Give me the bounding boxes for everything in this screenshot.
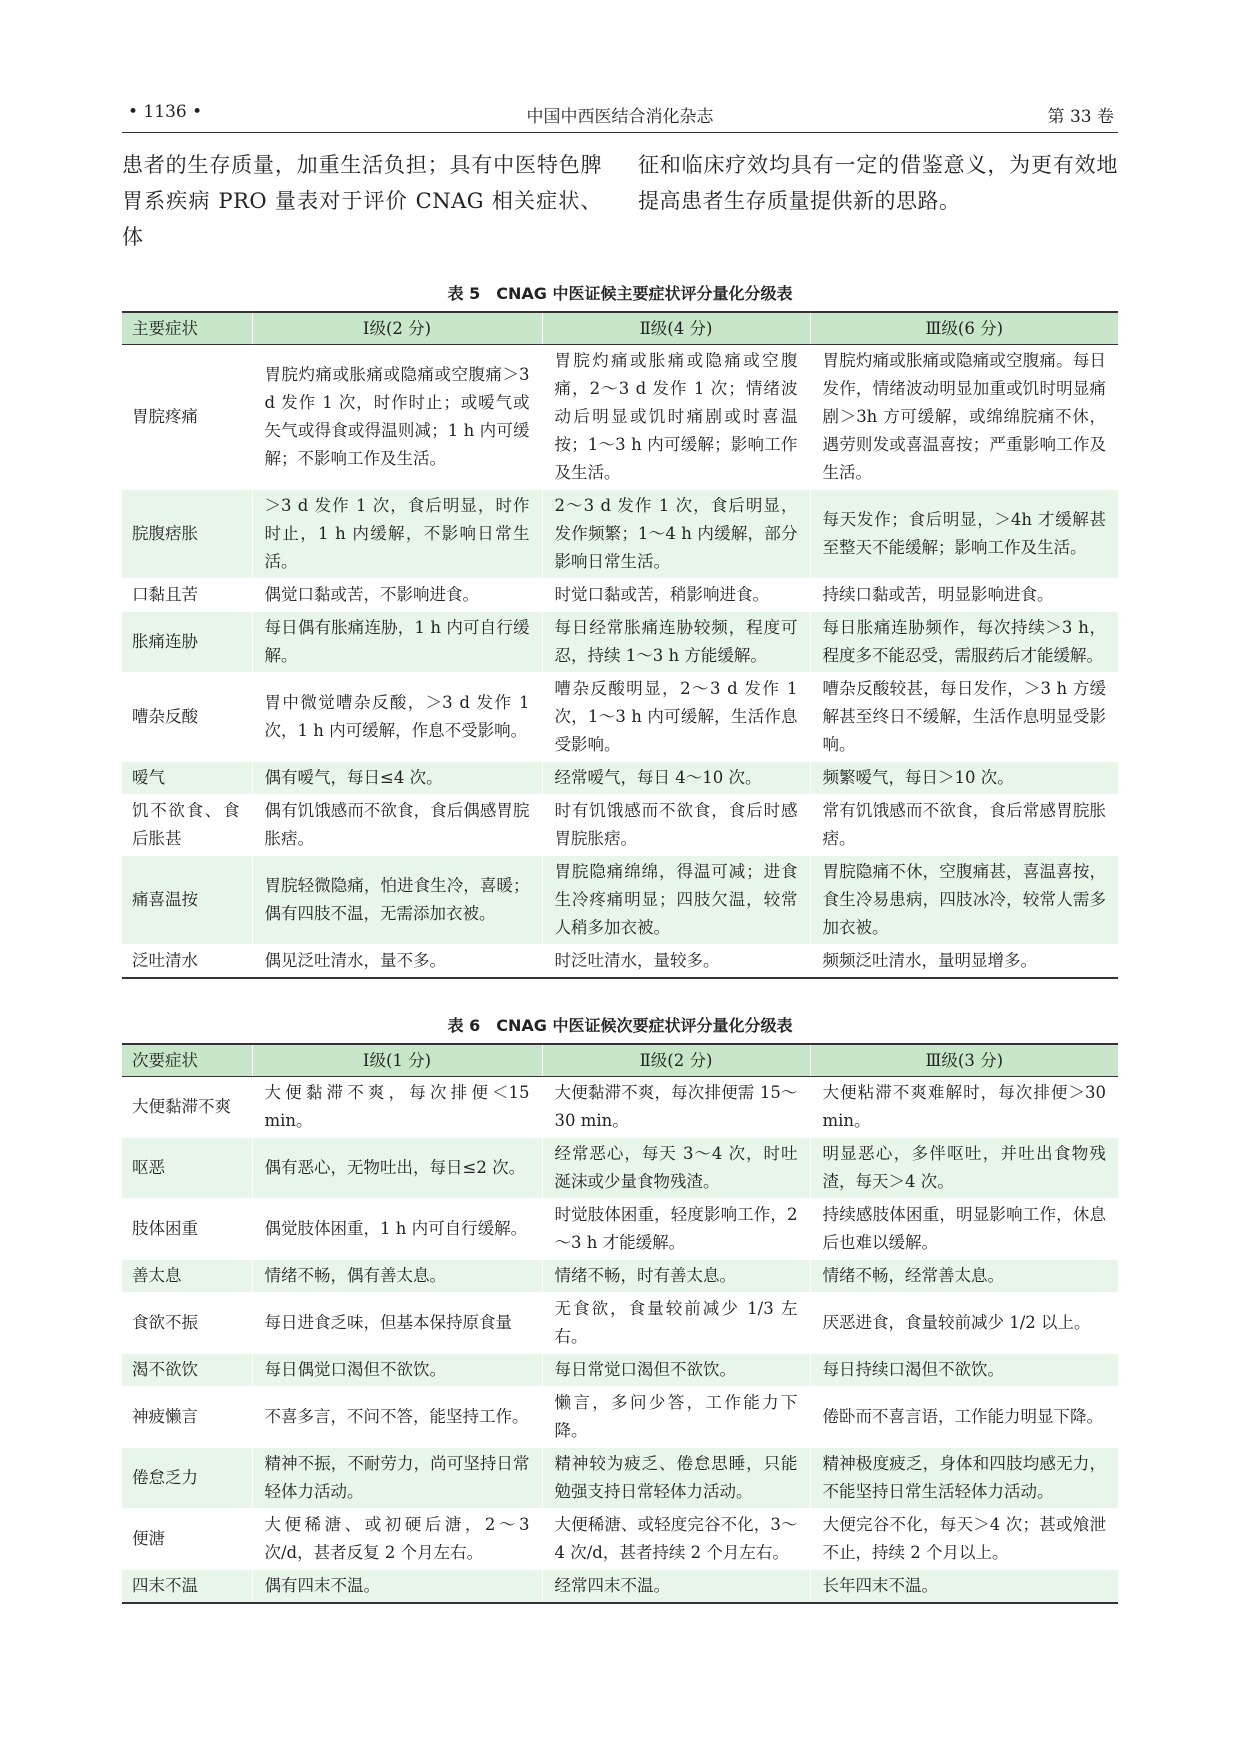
grade-cell: 胃脘隐痛不休，空腹痛甚，喜温喜按，食生冷易患病，四肢冰冷，较常人需多加衣被。 xyxy=(810,856,1118,945)
grade-cell: 每日进食乏味，但基本保持原食量 xyxy=(252,1293,542,1354)
table6-header-cell: Ⅰ级(1 分) xyxy=(252,1044,542,1077)
page-number: • 1136 • xyxy=(128,102,203,122)
table-row xyxy=(122,612,1118,673)
grade-cell: 偶见泛吐清水，量不多。 xyxy=(252,945,542,979)
grade-cell: 频繁嗳气，每日＞10 次。 xyxy=(810,762,1118,795)
intro-right-column: 征和临床疗效均具有一定的借鉴意义，为更有效地提高患者生存质量提供新的思路。 xyxy=(638,153,1118,213)
grade-cell: 偶有四末不温。 xyxy=(252,1570,542,1604)
table-row xyxy=(122,673,1118,762)
intro-paragraph xyxy=(122,147,1118,255)
grade-cell: 偶有嗳气，每日≤4 次。 xyxy=(252,762,542,795)
grade-cell: 厌恶进食，食量较前减少 1/2 以上。 xyxy=(810,1293,1118,1354)
table-row xyxy=(122,945,1118,979)
journal-title: 中国中西医结合消化杂志 xyxy=(526,107,714,127)
table-row xyxy=(122,762,1118,795)
grade-cell: 大便粘滞不爽难解时，每次排便＞30 min。 xyxy=(810,1077,1118,1138)
grade-cell: 偶有饥饿感而不欲食，食后偶感胃脘胀痞。 xyxy=(252,795,542,856)
symptom-cell: 痛喜温按 xyxy=(122,856,252,945)
table6-header-cell: Ⅱ级(2 分) xyxy=(542,1044,810,1077)
table5-header-cell: 主要症状 xyxy=(122,312,252,345)
symptom-cell: 大便黏滞不爽 xyxy=(122,1077,252,1138)
table-row xyxy=(122,1199,1118,1260)
grade-cell: 每日经常胀痛连胁较频，程度可忍，持续 1～3 h 方能缓解。 xyxy=(542,612,810,673)
grade-cell: 胃脘灼痛或胀痛或隐痛或空腹痛，2～3 d 发作 1 次；情绪波动后明显或饥时痛剧或时喜温按；1～3 h 内可缓解；影响工作及生活。 xyxy=(542,345,810,490)
symptom-cell: 胃脘疼痛 xyxy=(122,345,252,490)
table-row xyxy=(122,579,1118,612)
table5-caption: 表 5 CNAG 中医证候主要症状评分量化分级表 xyxy=(447,284,793,303)
table-row xyxy=(122,1387,1118,1448)
grade-cell: 情绪不畅，经常善太息。 xyxy=(810,1260,1118,1293)
grade-cell: 不喜多言，不问不答，能坚持工作。 xyxy=(252,1387,542,1448)
table-row xyxy=(122,1509,1118,1570)
grade-cell: 大便完谷不化，每天＞4 次；甚或飧泄不止，持续 2 个月以上。 xyxy=(810,1509,1118,1570)
grade-cell: 时觉肢体困重，轻度影响工作，2～3 h 才能缓解。 xyxy=(542,1199,810,1260)
symptom-cell: 泛吐清水 xyxy=(122,945,252,979)
grade-cell: 懒言，多问少答，工作能力下降。 xyxy=(542,1387,810,1448)
symptom-cell: 四末不温 xyxy=(122,1570,252,1604)
symptom-cell: 饥不欲食、食后胀甚 xyxy=(122,795,252,856)
grade-cell: 持续感肢体困重，明显影响工作，休息后也难以缓解。 xyxy=(810,1199,1118,1260)
table5-header-cell: Ⅱ级(4 分) xyxy=(542,312,810,345)
table-row xyxy=(122,1260,1118,1293)
symptom-cell: 脘腹痞胀 xyxy=(122,490,252,579)
table-row xyxy=(122,856,1118,945)
grade-cell: 持续口黏或苦，明显影响进食。 xyxy=(810,579,1118,612)
grade-cell: 时觉口黏或苦，稍影响进食。 xyxy=(542,579,810,612)
table-row xyxy=(122,795,1118,856)
grade-cell: 每日持续口渴但不欲饮。 xyxy=(810,1354,1118,1387)
grade-cell: 嘈杂反酸较甚，每日发作，＞3 h 方缓解甚至终日不缓解，生活作息明显受影响。 xyxy=(810,673,1118,762)
grade-cell: 大便黏滞不爽，每次排便＜15 min。 xyxy=(252,1077,542,1138)
grade-cell: 经常嗳气，每日 4～10 次。 xyxy=(542,762,810,795)
grade-cell: 长年四末不温。 xyxy=(810,1570,1118,1604)
grade-cell: 时泛吐清水，量较多。 xyxy=(542,945,810,979)
grade-cell: 常有饥饿感而不欲食，食后常感胃脘胀痞。 xyxy=(810,795,1118,856)
symptom-cell: 便溏 xyxy=(122,1509,252,1570)
symptom-cell: 呕恶 xyxy=(122,1138,252,1199)
table-row xyxy=(122,1077,1118,1138)
grade-cell: 倦卧而不喜言语，工作能力明显下降。 xyxy=(810,1387,1118,1448)
table-row xyxy=(122,1448,1118,1509)
grade-cell: 频频泛吐清水，量明显增多。 xyxy=(810,945,1118,979)
table5-header-cell: Ⅰ级(2 分) xyxy=(252,312,542,345)
grade-cell: 无食欲，食量较前减少 1/3 左右。 xyxy=(542,1293,810,1354)
grade-cell: 大便黏滞不爽，每次排便需 15～30 min。 xyxy=(542,1077,810,1138)
grade-cell: 情绪不畅，时有善太息。 xyxy=(542,1260,810,1293)
grade-cell: 胃脘灼痛或胀痛或隐痛或空腹痛＞3 d 发作 1 次，时作时止；或嗳气或矢气或得食或得温则减；1 h 内可缓解；不影响工作及生活。 xyxy=(252,345,542,490)
symptom-cell: 肢体困重 xyxy=(122,1199,252,1260)
symptom-cell: 倦怠乏力 xyxy=(122,1448,252,1509)
symptom-cell: 善太息 xyxy=(122,1260,252,1293)
grade-cell: 精神极度疲乏，身体和四肢均感无力，不能坚持日常生活轻体力活动。 xyxy=(810,1448,1118,1509)
symptom-cell: 食欲不振 xyxy=(122,1293,252,1354)
grade-cell: 每日偶觉口渴但不欲饮。 xyxy=(252,1354,542,1387)
symptom-cell: 口黏且苦 xyxy=(122,579,252,612)
grade-cell: 胃脘轻微隐痛，怕进食生冷，喜暖；偶有四肢不温，无需添加衣被。 xyxy=(252,856,542,945)
grade-cell: 每日偶有胀痛连胁，1 h 内可自行缓解。 xyxy=(252,612,542,673)
intro-left-column: 患者的生存质量，加重生活负担；具有中医特色脾胃系疾病 PRO 量表对于评价 CNAG 相关症状、体 xyxy=(122,153,602,249)
symptom-cell: 嘈杂反酸 xyxy=(122,673,252,762)
symptom-cell: 胀痛连胁 xyxy=(122,612,252,673)
table6-header-cell: 次要症状 xyxy=(122,1044,252,1077)
grade-cell: 胃脘隐痛绵绵，得温可减；进食生冷疼痛明显；四肢欠温，较常人稍多加衣被。 xyxy=(542,856,810,945)
table-row xyxy=(122,490,1118,579)
table-row xyxy=(122,1138,1118,1199)
grade-cell: 每天发作；食后明显，＞4h 才缓解甚至整天不能缓解；影响工作及生活。 xyxy=(810,490,1118,579)
grade-cell: 经常恶心，每天 3～4 次，时吐涎沫或少量食物残渣。 xyxy=(542,1138,810,1199)
table-row xyxy=(122,1570,1118,1604)
grade-cell: 2～3 d 发作 1 次，食后明显，发作频繁；1～4 h 内缓解，部分影响日常生活。 xyxy=(542,490,810,579)
grade-cell: ＞3 d 发作 1 次，食后明显，时作时止，1 h 内缓解，不影响日常生活。 xyxy=(252,490,542,579)
table5-header-row xyxy=(122,312,1118,345)
table6-header-cell: Ⅲ级(3 分) xyxy=(810,1044,1118,1077)
grade-cell: 时有饥饿感而不欲食，食后时感胃脘胀痞。 xyxy=(542,795,810,856)
table6-header-row xyxy=(122,1044,1118,1077)
table6-caption: 表 6 CNAG 中医证候次要症状评分量化分级表 xyxy=(447,1016,793,1035)
grade-cell: 每日常觉口渴但不欲饮。 xyxy=(542,1354,810,1387)
table-row xyxy=(122,1354,1118,1387)
symptom-cell: 渴不欲饮 xyxy=(122,1354,252,1387)
running-header xyxy=(122,96,1118,133)
grade-cell: 偶觉口黏或苦，不影响进食。 xyxy=(252,579,542,612)
grade-cell: 精神不振，不耐劳力，尚可坚持日常轻体力活动。 xyxy=(252,1448,542,1509)
grade-cell: 大便稀溏、或轻度完谷不化，3～4 次/d，甚者持续 2 个月左右。 xyxy=(542,1509,810,1570)
grade-cell: 胃中微觉嘈杂反酸，＞3 d 发作 1 次，1 h 内可缓解，作息不受影响。 xyxy=(252,673,542,762)
journal-page xyxy=(122,96,1118,1604)
grade-cell: 精神较为疲乏、倦怠思睡，只能勉强支持日常轻体力活动。 xyxy=(542,1448,810,1509)
symptom-cell: 嗳气 xyxy=(122,762,252,795)
grade-cell: 胃脘灼痛或胀痛或隐痛或空腹痛。每日发作，情绪波动明显加重或饥时明显痛剧＞3h 方可缓解，或绵绵脘痛不休，遇劳则发或喜温喜按；严重影响工作及生活。 xyxy=(810,345,1118,490)
grade-cell: 偶有恶心，无物吐出，每日≤2 次。 xyxy=(252,1138,542,1199)
grade-cell: 偶觉肢体困重，1 h 内可自行缓解。 xyxy=(252,1199,542,1260)
table-row xyxy=(122,345,1118,490)
grade-cell: 大便稀溏、或初硬后溏，2～3 次/d，甚者反复 2 个月左右。 xyxy=(252,1509,542,1570)
grade-cell: 情绪不畅，偶有善太息。 xyxy=(252,1260,542,1293)
grade-cell: 经常四末不温。 xyxy=(542,1570,810,1604)
table-row xyxy=(122,1293,1118,1354)
table6-secondary-symptoms xyxy=(122,1043,1118,1604)
grade-cell: 嘈杂反酸明显，2～3 d 发作 1 次，1～3 h 内可缓解，生活作息受影响。 xyxy=(542,673,810,762)
grade-cell: 明显恶心，多伴呕吐，并吐出食物残渣，每天＞4 次。 xyxy=(810,1138,1118,1199)
grade-cell: 每日胀痛连胁频作，每次持续＞3 h，程度多不能忍受，需服药后才能缓解。 xyxy=(810,612,1118,673)
symptom-cell: 神疲懒言 xyxy=(122,1387,252,1448)
table5-main-symptoms xyxy=(122,311,1118,979)
volume-label: 第 33 卷 xyxy=(1047,107,1114,127)
table5-header-cell: Ⅲ级(6 分) xyxy=(810,312,1118,345)
